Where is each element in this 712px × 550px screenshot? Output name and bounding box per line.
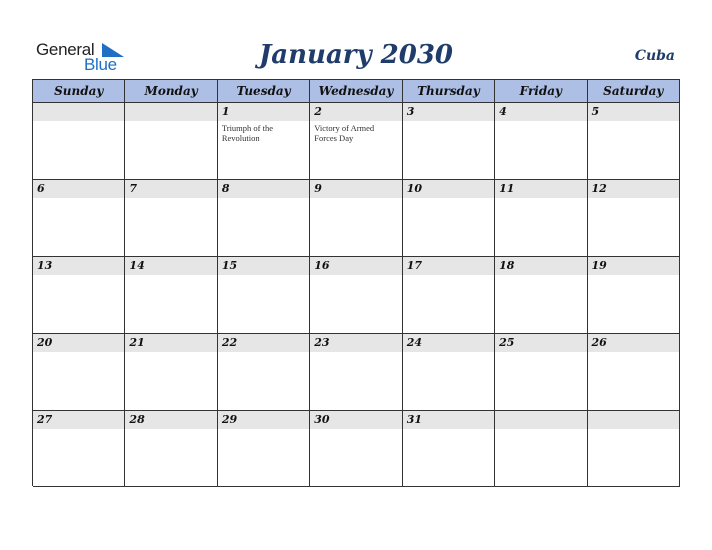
- day-cell: [218, 257, 310, 334]
- day-number: 26: [588, 334, 679, 352]
- day-cell: [33, 257, 125, 334]
- holiday-note: [310, 198, 401, 200]
- week-row: [33, 334, 680, 411]
- holiday-note: [495, 198, 586, 200]
- day-cell: [588, 180, 680, 257]
- holiday-note: Victory of Armed Forces Day: [314, 123, 375, 143]
- weeks-container: [33, 103, 680, 487]
- holiday-note: [403, 352, 494, 354]
- holiday-note: [495, 121, 586, 123]
- month-title: January 2030: [258, 40, 454, 70]
- day-cell: [33, 334, 125, 411]
- weekday-header: Wednesday: [310, 80, 402, 103]
- day-cell: [588, 103, 680, 180]
- day-number: 17: [403, 257, 494, 275]
- holiday-note: [218, 198, 309, 200]
- holiday-note: [33, 275, 124, 277]
- day-cell: [403, 257, 495, 334]
- day-cell: [218, 334, 310, 411]
- day-number: 7: [125, 180, 216, 198]
- day-number: [33, 103, 124, 121]
- holiday-note: [125, 121, 216, 123]
- day-cell: [33, 180, 125, 257]
- week-row: [33, 180, 680, 257]
- day-cell: [588, 334, 680, 411]
- week-row: [33, 411, 680, 487]
- day-cell: [310, 257, 402, 334]
- day-number: 28: [125, 411, 216, 429]
- day-cell: [495, 180, 587, 257]
- holiday-note: [588, 198, 679, 200]
- day-number: 4: [495, 103, 586, 121]
- day-number: 30: [310, 411, 401, 429]
- day-number: 1: [218, 103, 309, 121]
- day-number: 22: [218, 334, 309, 352]
- holiday-note: [495, 275, 586, 277]
- day-number: 23: [310, 334, 401, 352]
- holiday-note: [403, 275, 494, 277]
- holiday-note: [218, 429, 309, 431]
- holiday-note: [33, 429, 124, 431]
- holiday-note: [125, 429, 216, 431]
- day-cell: [218, 411, 310, 487]
- weekday-header: Friday: [495, 80, 587, 103]
- brand-name-general: General: [36, 40, 95, 59]
- week-row: [33, 257, 680, 334]
- day-cell: [310, 411, 402, 487]
- holiday-note: [310, 352, 401, 354]
- holiday-note: [33, 198, 124, 200]
- day-number: [588, 411, 679, 429]
- day-cell: [218, 180, 310, 257]
- day-cell: [495, 411, 587, 487]
- weekday-header: Thursday: [403, 80, 495, 103]
- holiday-note: [588, 121, 679, 123]
- country-label: Cuba: [634, 48, 675, 64]
- day-number: 31: [403, 411, 494, 429]
- day-cell: [125, 257, 217, 334]
- day-number: 16: [310, 257, 401, 275]
- day-cell: [310, 180, 402, 257]
- day-number: 8: [218, 180, 309, 198]
- holiday-note: [588, 275, 679, 277]
- holiday-note: [588, 352, 679, 354]
- holiday-note: [125, 198, 216, 200]
- day-cell: [588, 257, 680, 334]
- holiday-note: [495, 352, 586, 354]
- day-number: 13: [33, 257, 124, 275]
- day-cell: [125, 180, 217, 257]
- weekday-header: Saturday: [588, 80, 680, 103]
- day-number: 29: [218, 411, 309, 429]
- holiday-note: [588, 429, 679, 431]
- holiday-note: [495, 429, 586, 431]
- day-number: 15: [218, 257, 309, 275]
- day-cell: [218, 103, 310, 180]
- day-cell: [403, 334, 495, 411]
- day-cell: [403, 180, 495, 257]
- day-number: 11: [495, 180, 586, 198]
- calendar-grid: [32, 79, 680, 486]
- day-number: 14: [125, 257, 216, 275]
- day-number: 10: [403, 180, 494, 198]
- holiday-note: [125, 352, 216, 354]
- day-number: 6: [33, 180, 124, 198]
- brand-name-blue: Blue: [84, 55, 117, 74]
- day-number: 2: [310, 103, 401, 121]
- holiday-note: [403, 198, 494, 200]
- day-cell: [310, 103, 402, 180]
- day-cell: [495, 257, 587, 334]
- day-number: 18: [495, 257, 586, 275]
- day-cell: [33, 411, 125, 487]
- day-cell: [125, 103, 217, 180]
- day-cell: [125, 411, 217, 487]
- day-cell: [310, 334, 402, 411]
- day-cell: [403, 411, 495, 487]
- holiday-note: [403, 429, 494, 431]
- weekday-header-row: [33, 80, 680, 103]
- holiday-note: [33, 121, 124, 123]
- day-cell: [588, 411, 680, 487]
- day-cell: [125, 334, 217, 411]
- day-cell: [495, 334, 587, 411]
- holiday-note: [218, 275, 309, 277]
- holiday-note: [310, 275, 401, 277]
- holiday-note: [125, 275, 216, 277]
- holiday-note: [218, 352, 309, 354]
- day-number: 19: [588, 257, 679, 275]
- day-number: 21: [125, 334, 216, 352]
- day-number: 27: [33, 411, 124, 429]
- day-number: 20: [33, 334, 124, 352]
- day-cell: [403, 103, 495, 180]
- day-number: 12: [588, 180, 679, 198]
- weekday-header: Tuesday: [218, 80, 310, 103]
- day-number: 3: [403, 103, 494, 121]
- holiday-note: Triumph of the Revolution: [221, 123, 274, 143]
- day-number: 25: [495, 334, 586, 352]
- day-number: 5: [588, 103, 679, 121]
- holiday-note: [403, 121, 494, 123]
- day-cell: [33, 103, 125, 180]
- day-number: 24: [403, 334, 494, 352]
- day-number: [125, 103, 216, 121]
- day-cell: [495, 103, 587, 180]
- day-number: [495, 411, 586, 429]
- week-row: [33, 103, 680, 180]
- day-number: 9: [310, 180, 401, 198]
- holiday-note: [33, 352, 124, 354]
- weekday-header: Sunday: [33, 80, 125, 103]
- holiday-note: [310, 429, 401, 431]
- weekday-header: Monday: [125, 80, 217, 103]
